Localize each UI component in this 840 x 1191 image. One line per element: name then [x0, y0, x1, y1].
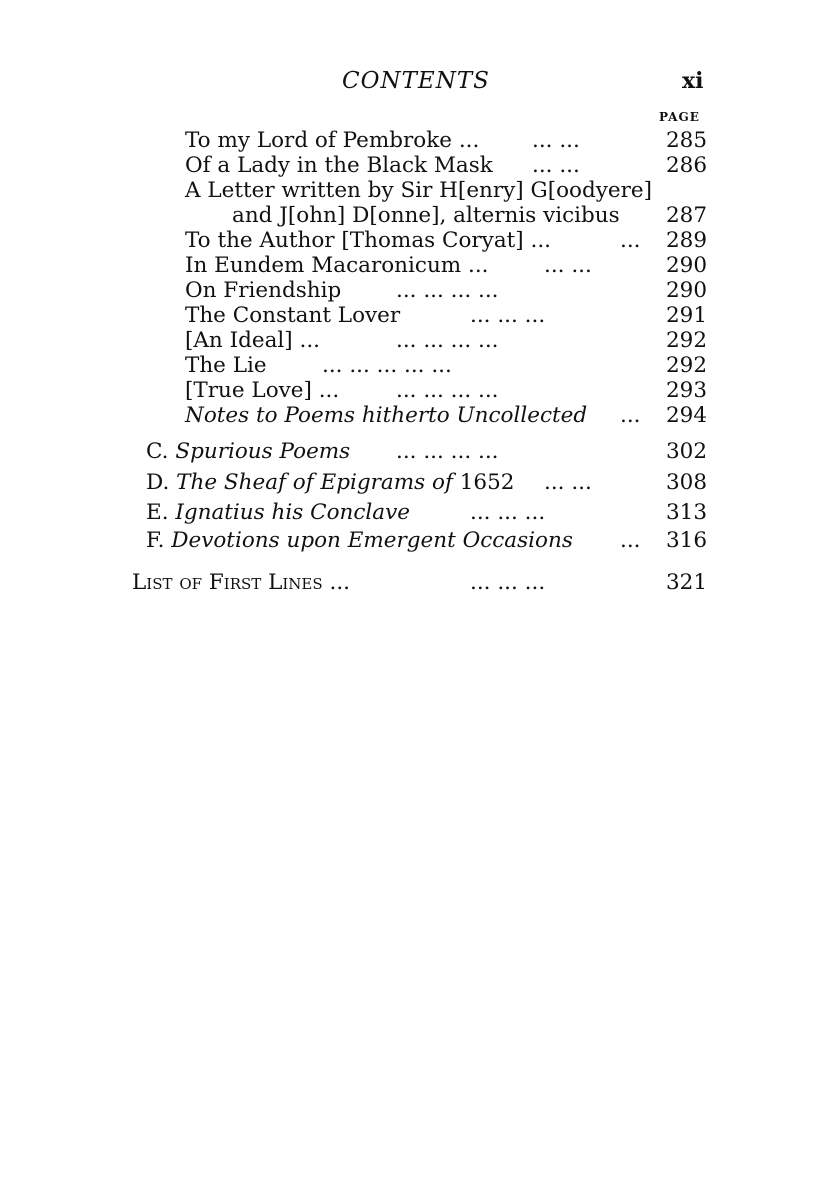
toc-entry [0, 328, 840, 354]
toc-section [0, 500, 840, 526]
toc-entry-title: [True Love] ... [185, 378, 340, 403]
toc-entry [0, 378, 840, 404]
toc-entry-page: 292 [666, 353, 708, 378]
toc-section [0, 528, 840, 554]
page-column-label: PAGE [659, 110, 700, 124]
toc-section [0, 470, 840, 496]
toc-entry [0, 228, 840, 254]
section-title: Devotions upon Emergent Occasions [171, 528, 573, 553]
toc-entry [0, 253, 840, 279]
toc-entry-page: 286 [666, 153, 708, 178]
toc-entry [0, 128, 840, 154]
toc-entry [0, 403, 840, 429]
toc-entry-page: 285 [666, 128, 708, 153]
toc-entry-leaders: ... ... ... ... [396, 278, 499, 303]
toc-entry-page: 316 [666, 528, 708, 553]
toc-entry-leaders: ... [620, 528, 641, 553]
toc-entry-leaders: ... ... [544, 470, 592, 495]
toc-entry-page: 321 [666, 570, 708, 595]
toc-entry-leaders: ... ... [532, 153, 580, 178]
toc-entry-leaders: ... ... ... ... ... [322, 353, 452, 378]
toc-entry-title: Of a Lady in the Black Mask [185, 153, 493, 178]
section-letter: E. [146, 500, 169, 525]
toc-entry-title: To my Lord of Pembroke ... [185, 128, 480, 153]
toc-first-lines [0, 570, 840, 596]
section-title: The Sheaf of Epigrams of [176, 470, 453, 495]
toc-entry-page: 302 [666, 439, 708, 464]
toc-entry-leaders: ... ... ... [470, 500, 546, 525]
toc-entry-page: 292 [666, 328, 708, 353]
toc-entry-leaders: ... ... ... ... [396, 328, 499, 353]
section-title: Ignatius his Conclave [175, 500, 410, 525]
toc-entry-title: The Lie [185, 353, 267, 378]
toc-entry-page: 293 [666, 378, 708, 403]
first-lines-title: List of First Lines ... [132, 570, 350, 595]
toc-entry-title: The Constant Lover [185, 303, 401, 328]
toc-entry-leaders: ... ... ... [470, 570, 546, 595]
toc-entry-leaders: ... ... ... ... [396, 378, 499, 403]
toc-entry-page: 308 [666, 470, 708, 495]
toc-entry-page: 287 [666, 203, 708, 228]
toc-entry-leaders: ... [620, 228, 641, 253]
toc-entry-continuation [0, 203, 840, 229]
toc-entry-title: A Letter written by Sir H[enry] G[oodyere] [185, 178, 653, 203]
toc-entry-leaders: ... [620, 403, 641, 428]
section-letter: F. [146, 528, 165, 553]
toc-entry-leaders: ... ... ... ... [396, 439, 499, 464]
section-letter: D. [146, 470, 170, 495]
running-title: CONTENTS [342, 68, 490, 94]
toc-entry-title: Notes to Poems hitherto Uncollected [185, 403, 588, 428]
toc-entry-title: and J[ohn] D[onne], alternis vicibus [232, 203, 620, 228]
toc-section [0, 439, 840, 465]
toc-entry-page: 289 [666, 228, 708, 253]
toc-entry-title: On Friendship [185, 278, 342, 303]
toc-entry-leaders: ... ... [532, 128, 580, 153]
page-folio: xi [682, 68, 704, 94]
section-title: Spurious Poems [175, 439, 351, 464]
section-year: 1652 [459, 470, 515, 495]
section-letter: C. [146, 439, 169, 464]
toc-entry [0, 178, 840, 204]
toc-entry [0, 153, 840, 179]
toc-entry-title: In Eundem Macaronicum ... [185, 253, 489, 278]
toc-entry-page: 290 [666, 278, 708, 303]
toc-entry-page: 294 [666, 403, 708, 428]
toc-entry-title: To the Author [Thomas Coryat] ... [185, 228, 552, 253]
toc-entry-title: [An Ideal] ... [185, 328, 320, 353]
toc-entry [0, 353, 840, 379]
toc-entry-leaders: ... ... ... [470, 303, 546, 328]
page-header [0, 68, 840, 100]
toc-entry [0, 278, 840, 304]
toc-entry-page: 290 [666, 253, 708, 278]
toc-entry-page: 291 [666, 303, 708, 328]
toc-entry-leaders: ... ... [544, 253, 592, 278]
toc-entry-page: 313 [666, 500, 708, 525]
toc-entry [0, 303, 840, 329]
